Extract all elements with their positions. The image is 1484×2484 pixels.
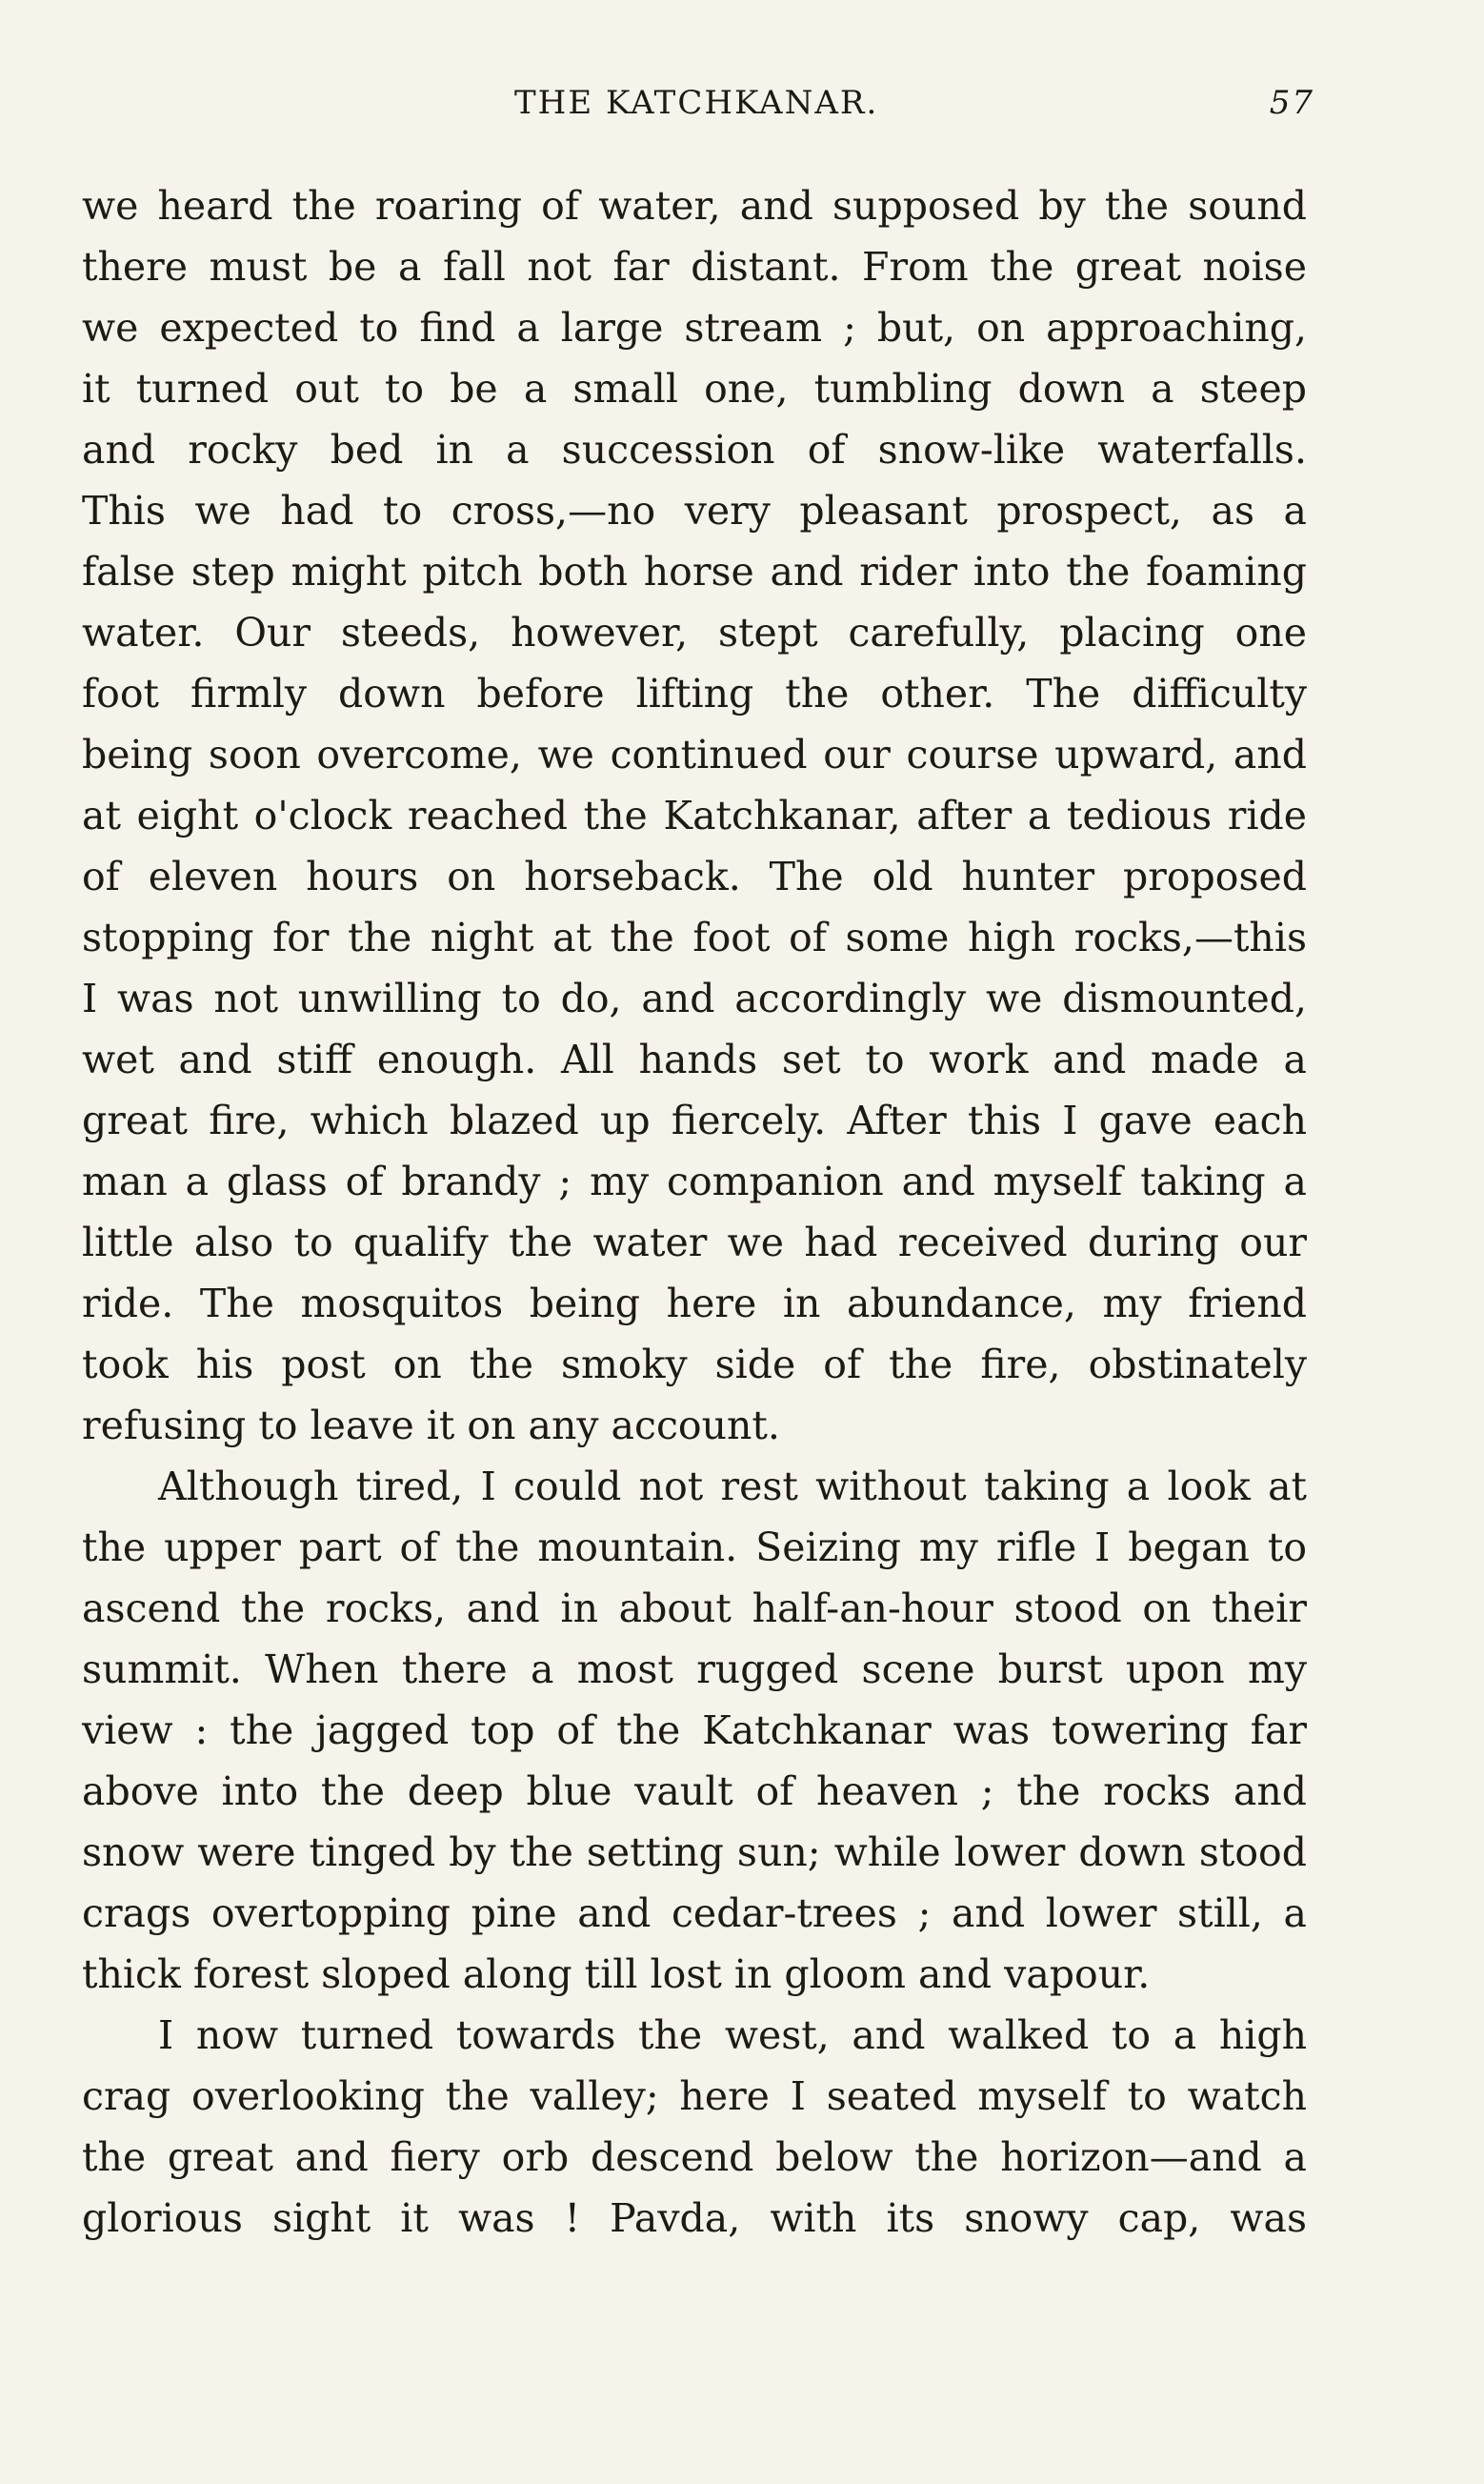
text-line: This we had to cross,—no very pleasant prospect, as a xyxy=(82,488,1307,534)
paragraph-end-line: thick forest sloped along till lost in gloom and vapour. xyxy=(82,1951,1151,1997)
text-line: at eight o'clock reached the Katchkanar, after a tedious ride xyxy=(82,793,1307,838)
text-line: view : the jagged top of the Katchkanar was towering far xyxy=(82,1707,1307,1753)
text-line: glorious sight it was ! Pavda, with its snowy cap, was xyxy=(82,2195,1307,2241)
text-line: wet and stiff enough. All hands set to work and made a xyxy=(82,1037,1307,1082)
paragraph-start-line: I now turned towards the west, and walked to a high xyxy=(158,2012,1307,2058)
running-title: THE KATCHKANAR. xyxy=(514,84,879,122)
running-head xyxy=(76,84,1314,128)
text-line: great fire, which blazed up fiercely. After this I gave each xyxy=(82,1098,1307,1143)
text-line: the upper part of the mountain. Seizing my rifle I began to xyxy=(82,1525,1307,1570)
text-line: it turned out to be a small one, tumbling down a steep xyxy=(82,366,1307,412)
text-line: we expected to find a large stream ; but, on approaching, xyxy=(82,305,1307,351)
text-line: there must be a fall not far distant. From the great noise xyxy=(82,244,1307,290)
text-line: the great and fiery orb descend below the horizon—and a xyxy=(82,2134,1307,2180)
text-line: above into the deep blue vault of heaven ; the rocks and xyxy=(82,1768,1307,1814)
text-line: took his post on the smoky side of the fire, obstinately xyxy=(82,1342,1307,1387)
text-line: man a glass of brandy ; my companion and myself taking a xyxy=(82,1159,1307,1204)
text-line: false step might pitch both horse and rider into the foaming xyxy=(82,549,1307,595)
text-line: ride. The mosquitos being here in abundance, my friend xyxy=(82,1281,1307,1326)
paragraph-end-line: refusing to leave it on any account. xyxy=(82,1403,780,1448)
text-line: and rocky bed in a succession of snow-like waterfalls. xyxy=(82,427,1307,473)
text-line: crags overtopping pine and cedar-trees ; and lower still, a xyxy=(82,1890,1307,1936)
text-line: water. Our steeds, however, stept carefully, placing one xyxy=(82,610,1307,656)
page-number: 57 xyxy=(1269,84,1314,122)
text-line: being soon overcome, we continued our course upward, and xyxy=(82,732,1307,778)
text-line: we heard the roaring of water, and supposed by the sound xyxy=(82,183,1307,229)
text-line: summit. When there a most rugged scene burst upon my xyxy=(82,1646,1307,1692)
text-line: stopping for the night at the foot of some high rocks,—this xyxy=(82,915,1307,960)
paragraph-start-line: Although tired, I could not rest without taking a look at xyxy=(158,1464,1307,1509)
text-line: snow were tinged by the setting sun; while lower down stood xyxy=(82,1829,1307,1875)
text-line: crag overlooking the valley; here I seated myself to watch xyxy=(82,2073,1307,2119)
text-line: ascend the rocks, and in about half-an-hour stood on their xyxy=(82,1585,1307,1631)
text-line: I was not unwilling to do, and accordingly we dismounted, xyxy=(82,976,1307,1021)
body-text xyxy=(82,175,1307,2249)
text-line: little also to qualify the water we had received during our xyxy=(82,1220,1307,1265)
text-line: of eleven hours on horseback. The old hunter proposed xyxy=(82,854,1307,899)
text-line: foot firmly down before lifting the other. The difficulty xyxy=(82,671,1307,717)
